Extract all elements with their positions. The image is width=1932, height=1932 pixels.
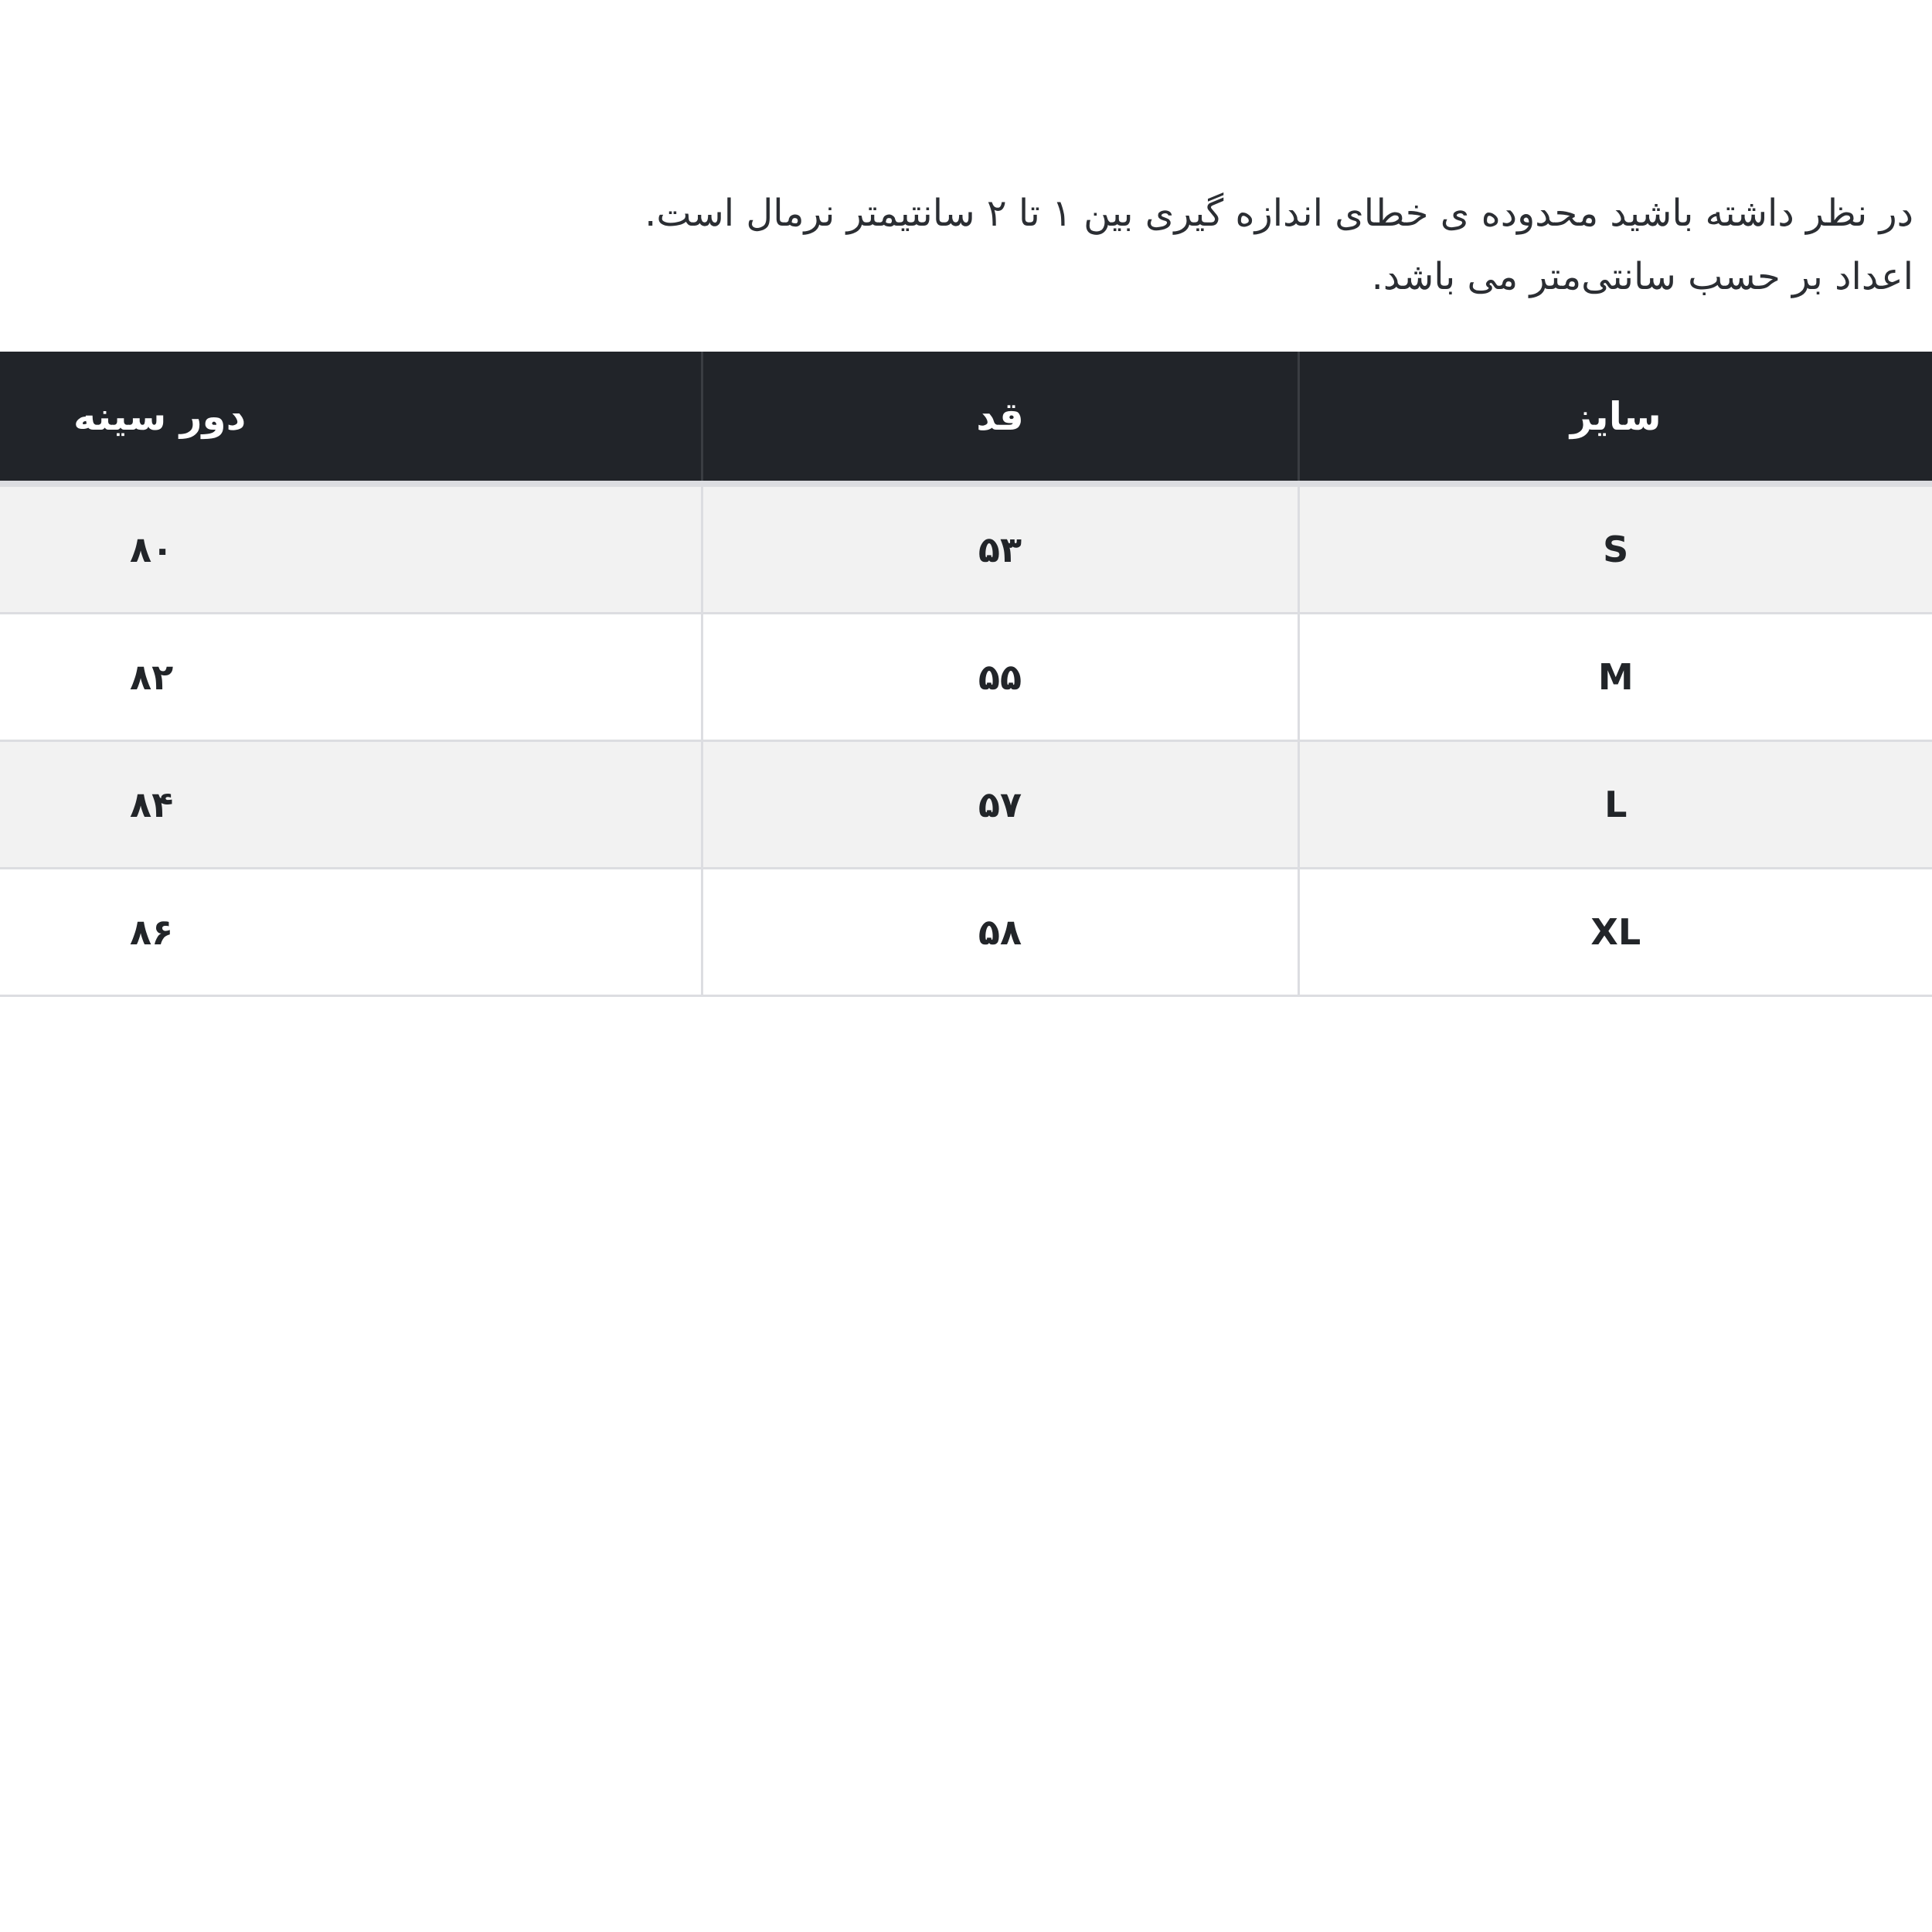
measurement-error-note: در نظر داشته باشید محدوده ی خطای اندازه گیری بین ۱ تا ۲ سانتیمتر نرمال است. [645,192,1913,235]
chest-cell: ۸۲ [0,614,702,741]
measurement-notes [12,182,1913,308]
units-note: اعداد بر حسب سانتی‌متر می باشد. [1371,255,1913,298]
chest-column-header: دور سینه [0,352,702,484]
table-row [0,869,1932,996]
size-column-header: سایز [1298,352,1932,484]
size-cell: M [1298,614,1932,741]
height-cell: ۵۸ [702,869,1298,996]
height-cell: ۵۵ [702,614,1298,741]
table-row [0,484,1932,614]
chest-cell: ۸۶ [0,869,702,996]
size-cell: S [1298,484,1932,614]
chest-cell: ۸۰ [0,484,702,614]
size-cell: XL [1298,869,1932,996]
size-cell: L [1298,741,1932,869]
height-cell: ۵۳ [702,484,1298,614]
height-column-header: قد [702,352,1298,484]
height-cell: ۵۷ [702,741,1298,869]
table-row [0,614,1932,741]
chest-cell: ۸۴ [0,741,702,869]
table-row [0,741,1932,869]
table-header-row [0,352,1932,484]
size-chart-table [0,352,1932,997]
